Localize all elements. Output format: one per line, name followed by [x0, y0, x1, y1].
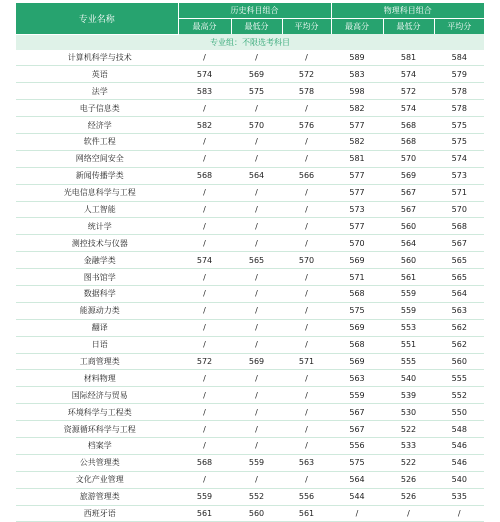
table-row [16, 167, 484, 184]
physics-min-cell: 568 [383, 117, 434, 134]
major-name-cell: 新闻传播学类 [16, 167, 178, 184]
physics-max-cell: 568 [331, 336, 383, 353]
physics-max-cell: 577 [331, 167, 383, 184]
physics-avg-cell: 565 [434, 269, 484, 286]
history-max-cell: / [178, 218, 231, 235]
history-avg-header: 平均分 [282, 19, 331, 35]
history-max-cell: / [178, 50, 231, 66]
physics-max-cell: 569 [331, 353, 383, 370]
physics-min-cell: 555 [383, 353, 434, 370]
history-min-cell: / [231, 336, 282, 353]
major-name-header: 专业名称 [16, 3, 178, 34]
physics-avg-cell: 565 [434, 252, 484, 269]
physics-avg-cell: 573 [434, 167, 484, 184]
physics-min-cell: 559 [383, 285, 434, 302]
table-row [16, 201, 484, 218]
physics-min-header: 最低分 [383, 19, 434, 35]
physics-max-cell: 570 [331, 235, 383, 252]
table-body [16, 50, 484, 522]
physics-avg-cell: 578 [434, 100, 484, 117]
physics-min-cell: 530 [383, 404, 434, 421]
physics-max-cell: 563 [331, 370, 383, 387]
physics-max-cell: 583 [331, 66, 383, 83]
history-min-cell: 552 [231, 488, 282, 505]
history-max-cell: 568 [178, 454, 231, 471]
major-name-cell: 软件工程 [16, 133, 178, 150]
history-avg-cell: / [282, 302, 331, 319]
history-avg-cell: / [282, 404, 331, 421]
history-max-cell: 574 [178, 252, 231, 269]
history-min-cell: / [231, 421, 282, 438]
history-max-cell: 561 [178, 505, 231, 522]
major-name-cell: 公共管理类 [16, 454, 178, 471]
table-row [16, 66, 484, 83]
physics-avg-cell: 571 [434, 184, 484, 201]
physics-max-cell: 569 [331, 252, 383, 269]
history-max-cell: / [178, 235, 231, 252]
history-min-cell: / [231, 201, 282, 218]
physics-avg-cell: 562 [434, 336, 484, 353]
history-max-cell: / [178, 133, 231, 150]
major-name-cell: 统计学 [16, 218, 178, 235]
major-name-cell: 电子信息类 [16, 100, 178, 117]
table-row [16, 252, 484, 269]
major-group-row [16, 34, 484, 50]
physics-min-cell: 560 [383, 218, 434, 235]
history-max-cell: / [178, 437, 231, 454]
table-row [16, 353, 484, 370]
physics-avg-cell: 562 [434, 319, 484, 336]
physics-min-cell: 564 [383, 235, 434, 252]
table-row [16, 150, 484, 167]
physics-min-cell: 560 [383, 252, 434, 269]
history-avg-cell: / [282, 150, 331, 167]
history-avg-cell: / [282, 100, 331, 117]
physics-min-cell: 551 [383, 336, 434, 353]
history-max-cell: / [178, 336, 231, 353]
physics-avg-cell: 555 [434, 370, 484, 387]
physics-min-cell: 533 [383, 437, 434, 454]
physics-min-cell: 522 [383, 421, 434, 438]
history-min-cell: 565 [231, 252, 282, 269]
history-min-cell: 564 [231, 167, 282, 184]
physics-avg-cell: 540 [434, 471, 484, 488]
major-name-cell: 资源循环科学与工程 [16, 421, 178, 438]
major-name-cell: 网络空间安全 [16, 150, 178, 167]
table-row [16, 184, 484, 201]
history-max-cell: / [178, 319, 231, 336]
major-name-cell: 旅游管理类 [16, 488, 178, 505]
physics-min-cell: 574 [383, 100, 434, 117]
physics-max-cell: 589 [331, 50, 383, 66]
physics-min-cell: 559 [383, 302, 434, 319]
history-max-cell: / [178, 387, 231, 404]
history-avg-cell: 576 [282, 117, 331, 134]
history-avg-cell: 571 [282, 353, 331, 370]
table-row [16, 336, 484, 353]
physics-min-cell: 540 [383, 370, 434, 387]
history-min-cell: 569 [231, 66, 282, 83]
physics-group-header: 物理科目组合 [331, 3, 484, 19]
table-row [16, 421, 484, 438]
history-min-cell: / [231, 100, 282, 117]
history-min-cell: 569 [231, 353, 282, 370]
physics-avg-cell: 570 [434, 201, 484, 218]
physics-min-cell: 561 [383, 269, 434, 286]
table-row [16, 488, 484, 505]
history-avg-cell: / [282, 133, 331, 150]
physics-avg-cell: 546 [434, 437, 484, 454]
major-name-cell: 光电信息科学与工程 [16, 184, 178, 201]
physics-max-cell: 573 [331, 201, 383, 218]
physics-avg-header: 平均分 [434, 19, 484, 35]
physics-max-cell: 567 [331, 421, 383, 438]
history-min-header: 最低分 [231, 19, 282, 35]
physics-max-header: 最高分 [331, 19, 383, 35]
table-row [16, 100, 484, 117]
history-group-header: 历史科目组合 [178, 3, 331, 19]
history-max-cell: 583 [178, 83, 231, 100]
history-avg-cell: 570 [282, 252, 331, 269]
physics-avg-cell: 584 [434, 50, 484, 66]
physics-min-cell: 526 [383, 488, 434, 505]
history-min-cell: / [231, 437, 282, 454]
major-name-cell: 档案学 [16, 437, 178, 454]
history-max-cell: / [178, 269, 231, 286]
physics-avg-cell: 574 [434, 150, 484, 167]
table-row [16, 454, 484, 471]
history-avg-cell: / [282, 184, 331, 201]
major-name-cell: 环境科学与工程类 [16, 404, 178, 421]
history-max-cell: / [178, 404, 231, 421]
physics-avg-cell: 548 [434, 421, 484, 438]
history-min-cell: / [231, 370, 282, 387]
physics-avg-cell: / [434, 505, 484, 522]
table-row [16, 117, 484, 134]
history-min-cell: 560 [231, 505, 282, 522]
history-max-header: 最高分 [178, 19, 231, 35]
major-name-cell: 英语 [16, 66, 178, 83]
history-avg-cell: 561 [282, 505, 331, 522]
physics-min-cell: 572 [383, 83, 434, 100]
physics-min-cell: 570 [383, 150, 434, 167]
history-min-cell: / [231, 269, 282, 286]
history-min-cell: / [231, 150, 282, 167]
physics-avg-cell: 575 [434, 133, 484, 150]
history-max-cell: / [178, 184, 231, 201]
history-avg-cell: 563 [282, 454, 331, 471]
physics-avg-cell: 568 [434, 218, 484, 235]
physics-avg-cell: 550 [434, 404, 484, 421]
history-avg-cell: / [282, 235, 331, 252]
table-row [16, 83, 484, 100]
physics-min-cell: 567 [383, 201, 434, 218]
physics-min-cell: 553 [383, 319, 434, 336]
history-avg-cell: / [282, 218, 331, 235]
history-max-cell: 582 [178, 117, 231, 134]
physics-max-cell: 575 [331, 302, 383, 319]
table-row [16, 319, 484, 336]
history-min-cell: / [231, 184, 282, 201]
history-min-cell: / [231, 133, 282, 150]
physics-min-cell: 581 [383, 50, 434, 66]
history-max-cell: 572 [178, 353, 231, 370]
history-min-cell: / [231, 285, 282, 302]
history-avg-cell: / [282, 471, 331, 488]
physics-max-cell: 564 [331, 471, 383, 488]
major-name-cell: 数据科学 [16, 285, 178, 302]
table-row [16, 505, 484, 522]
history-avg-cell: / [282, 387, 331, 404]
history-avg-cell: / [282, 319, 331, 336]
table-row [16, 269, 484, 286]
physics-min-cell: 568 [383, 133, 434, 150]
physics-max-cell: 582 [331, 100, 383, 117]
physics-max-cell: / [331, 505, 383, 522]
physics-max-cell: 581 [331, 150, 383, 167]
history-max-cell: 559 [178, 488, 231, 505]
physics-min-cell: 526 [383, 471, 434, 488]
physics-avg-cell: 535 [434, 488, 484, 505]
major-name-cell: 图书馆学 [16, 269, 178, 286]
history-min-cell: / [231, 50, 282, 66]
physics-avg-cell: 567 [434, 235, 484, 252]
physics-avg-cell: 578 [434, 83, 484, 100]
physics-max-cell: 568 [331, 285, 383, 302]
table-header [16, 3, 484, 34]
table-row [16, 387, 484, 404]
history-min-cell: 575 [231, 83, 282, 100]
history-avg-cell: 566 [282, 167, 331, 184]
major-name-cell: 翻译 [16, 319, 178, 336]
physics-max-cell: 577 [331, 117, 383, 134]
history-avg-cell: / [282, 370, 331, 387]
history-max-cell: / [178, 285, 231, 302]
physics-avg-cell: 560 [434, 353, 484, 370]
physics-max-cell: 577 [331, 218, 383, 235]
history-max-cell: / [178, 201, 231, 218]
table-row [16, 133, 484, 150]
history-min-cell: / [231, 235, 282, 252]
major-name-cell: 文化产业管理 [16, 471, 178, 488]
history-min-cell: / [231, 471, 282, 488]
table-row [16, 404, 484, 421]
major-name-cell: 人工智能 [16, 201, 178, 218]
major-name-cell: 经济学 [16, 117, 178, 134]
physics-max-cell: 598 [331, 83, 383, 100]
physics-min-cell: 539 [383, 387, 434, 404]
history-min-cell: / [231, 387, 282, 404]
physics-max-cell: 544 [331, 488, 383, 505]
history-min-cell: / [231, 218, 282, 235]
history-avg-cell: / [282, 421, 331, 438]
history-min-cell: / [231, 319, 282, 336]
history-min-cell: 570 [231, 117, 282, 134]
physics-max-cell: 571 [331, 269, 383, 286]
history-max-cell: / [178, 370, 231, 387]
table-row [16, 437, 484, 454]
major-name-cell: 工商管理类 [16, 353, 178, 370]
history-avg-cell: / [282, 285, 331, 302]
physics-max-cell: 569 [331, 319, 383, 336]
physics-max-cell: 577 [331, 184, 383, 201]
physics-min-cell: 567 [383, 184, 434, 201]
history-avg-cell: 572 [282, 66, 331, 83]
physics-avg-cell: 563 [434, 302, 484, 319]
physics-avg-cell: 564 [434, 285, 484, 302]
table-row [16, 50, 484, 66]
history-max-cell: / [178, 471, 231, 488]
table-row [16, 285, 484, 302]
history-max-cell: 574 [178, 66, 231, 83]
history-min-cell: / [231, 404, 282, 421]
physics-max-cell: 559 [331, 387, 383, 404]
major-name-cell: 能源动力类 [16, 302, 178, 319]
physics-avg-cell: 575 [434, 117, 484, 134]
major-name-cell: 法学 [16, 83, 178, 100]
table-row [16, 302, 484, 319]
major-group-label: 专业组：不限选考科目 [16, 34, 484, 50]
physics-min-cell: / [383, 505, 434, 522]
physics-min-cell: 569 [383, 167, 434, 184]
major-name-cell: 金融学类 [16, 252, 178, 269]
major-name-cell: 测控技术与仪器 [16, 235, 178, 252]
major-name-cell: 国际经济与贸易 [16, 387, 178, 404]
physics-max-cell: 567 [331, 404, 383, 421]
physics-max-cell: 556 [331, 437, 383, 454]
history-min-cell: / [231, 302, 282, 319]
major-name-cell: 计算机科学与技术 [16, 50, 178, 66]
physics-avg-cell: 552 [434, 387, 484, 404]
physics-max-cell: 582 [331, 133, 383, 150]
history-max-cell: / [178, 150, 231, 167]
history-max-cell: / [178, 421, 231, 438]
history-avg-cell: / [282, 201, 331, 218]
physics-min-cell: 522 [383, 454, 434, 471]
history-max-cell: / [178, 100, 231, 117]
major-name-cell: 材料物理 [16, 370, 178, 387]
table-row [16, 471, 484, 488]
major-name-cell: 西班牙语 [16, 505, 178, 522]
history-avg-cell: 578 [282, 83, 331, 100]
table-row [16, 218, 484, 235]
history-avg-cell: / [282, 437, 331, 454]
history-min-cell: 559 [231, 454, 282, 471]
major-name-cell: 日语 [16, 336, 178, 353]
history-avg-cell: / [282, 269, 331, 286]
table-row [16, 235, 484, 252]
physics-avg-cell: 579 [434, 66, 484, 83]
physics-min-cell: 574 [383, 66, 434, 83]
history-max-cell: / [178, 302, 231, 319]
physics-avg-cell: 546 [434, 454, 484, 471]
history-avg-cell: / [282, 336, 331, 353]
physics-max-cell: 575 [331, 454, 383, 471]
history-avg-cell: 556 [282, 488, 331, 505]
history-avg-cell: / [282, 50, 331, 66]
table-row [16, 370, 484, 387]
admission-score-table [16, 3, 484, 522]
history-max-cell: 568 [178, 167, 231, 184]
